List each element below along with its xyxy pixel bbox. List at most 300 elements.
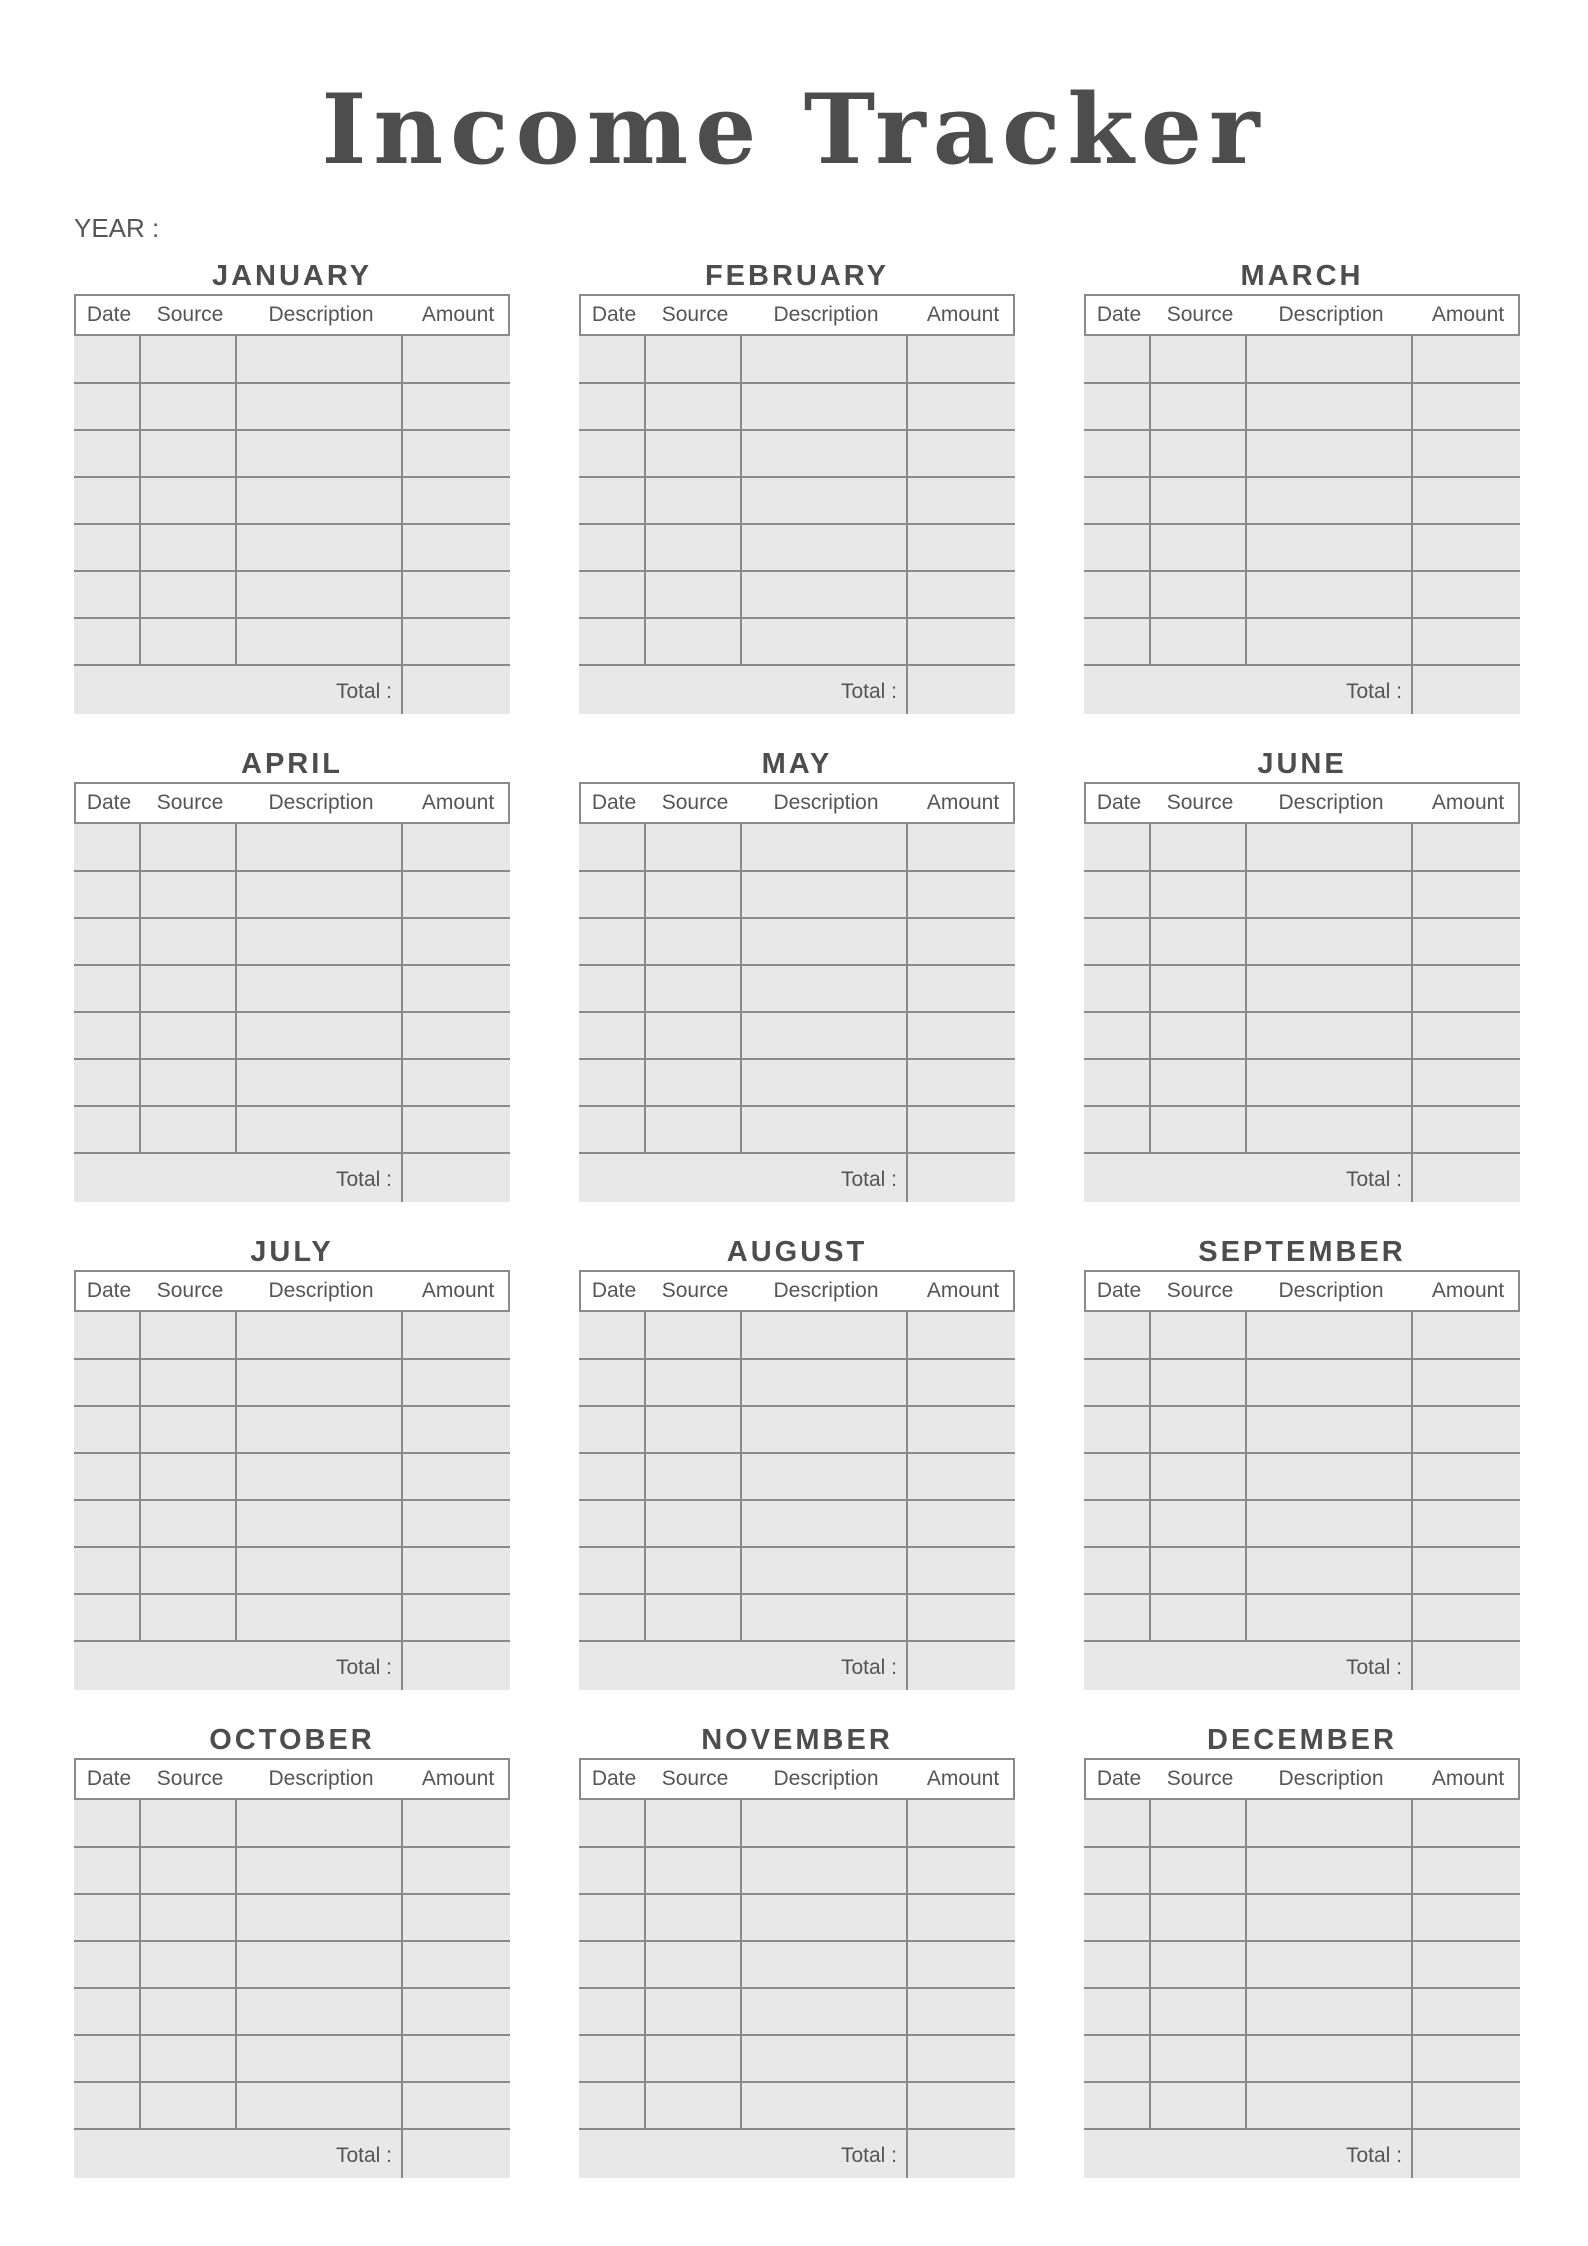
cell-amount[interactable]: [1412, 1106, 1520, 1153]
cell-source[interactable]: [140, 477, 236, 524]
cell-amount[interactable]: [1412, 871, 1520, 918]
cell-source[interactable]: [1150, 1941, 1246, 1988]
cell-source[interactable]: [1150, 1106, 1246, 1153]
cell-source[interactable]: [1150, 1012, 1246, 1059]
cell-source[interactable]: [1150, 336, 1246, 383]
cell-amount[interactable]: [402, 1800, 510, 1847]
cell-description[interactable]: [236, 918, 402, 965]
cell-description[interactable]: [236, 477, 402, 524]
cell-description[interactable]: [1246, 1800, 1412, 1847]
cell-source[interactable]: [140, 918, 236, 965]
cell-description[interactable]: [741, 383, 907, 430]
cell-amount[interactable]: [907, 1359, 1015, 1406]
cell-description[interactable]: [741, 1988, 907, 2035]
cell-description[interactable]: [741, 2035, 907, 2082]
cell-description[interactable]: [741, 1547, 907, 1594]
total-amount-cell[interactable]: [1412, 1157, 1520, 1202]
cell-date[interactable]: [579, 1941, 645, 1988]
cell-date[interactable]: [579, 571, 645, 618]
cell-source[interactable]: [1150, 918, 1246, 965]
cell-description[interactable]: [236, 1594, 402, 1641]
cell-amount[interactable]: [1412, 1800, 1520, 1847]
cell-source[interactable]: [645, 2082, 741, 2129]
total-amount-cell[interactable]: [907, 669, 1015, 714]
cell-date[interactable]: [74, 1059, 140, 1106]
cell-amount[interactable]: [1412, 1312, 1520, 1359]
cell-amount[interactable]: [402, 965, 510, 1012]
cell-amount[interactable]: [402, 618, 510, 665]
cell-amount[interactable]: [402, 430, 510, 477]
cell-description[interactable]: [741, 1500, 907, 1547]
cell-date[interactable]: [1084, 524, 1150, 571]
cell-source[interactable]: [140, 2035, 236, 2082]
cell-description[interactable]: [1246, 571, 1412, 618]
cell-source[interactable]: [645, 1059, 741, 1106]
cell-source[interactable]: [1150, 1894, 1246, 1941]
cell-source[interactable]: [1150, 571, 1246, 618]
cell-amount[interactable]: [1412, 524, 1520, 571]
cell-date[interactable]: [579, 1359, 645, 1406]
cell-date[interactable]: [1084, 1894, 1150, 1941]
cell-source[interactable]: [645, 618, 741, 665]
cell-date[interactable]: [74, 1012, 140, 1059]
cell-description[interactable]: [236, 1894, 402, 1941]
cell-date[interactable]: [74, 824, 140, 871]
cell-amount[interactable]: [907, 1988, 1015, 2035]
cell-source[interactable]: [645, 1359, 741, 1406]
cell-description[interactable]: [236, 1453, 402, 1500]
total-amount-cell[interactable]: [907, 1645, 1015, 1690]
cell-date[interactable]: [74, 1800, 140, 1847]
cell-source[interactable]: [140, 336, 236, 383]
total-amount-cell[interactable]: [402, 669, 510, 714]
cell-description[interactable]: [236, 824, 402, 871]
cell-description[interactable]: [1246, 1312, 1412, 1359]
cell-date[interactable]: [1084, 1847, 1150, 1894]
cell-description[interactable]: [236, 871, 402, 918]
cell-date[interactable]: [579, 965, 645, 1012]
cell-date[interactable]: [579, 1894, 645, 1941]
cell-amount[interactable]: [907, 1059, 1015, 1106]
cell-date[interactable]: [74, 383, 140, 430]
cell-description[interactable]: [236, 1847, 402, 1894]
cell-description[interactable]: [741, 571, 907, 618]
cell-source[interactable]: [1150, 1312, 1246, 1359]
cell-description[interactable]: [1246, 965, 1412, 1012]
total-amount-cell[interactable]: [402, 1645, 510, 1690]
cell-date[interactable]: [74, 1594, 140, 1641]
cell-amount[interactable]: [402, 2082, 510, 2129]
cell-amount[interactable]: [402, 1359, 510, 1406]
cell-amount[interactable]: [1412, 1894, 1520, 1941]
cell-source[interactable]: [140, 1894, 236, 1941]
total-amount-cell[interactable]: [402, 1157, 510, 1202]
cell-date[interactable]: [74, 524, 140, 571]
cell-source[interactable]: [140, 871, 236, 918]
cell-source[interactable]: [1150, 1359, 1246, 1406]
cell-source[interactable]: [1150, 1594, 1246, 1641]
cell-description[interactable]: [1246, 1500, 1412, 1547]
cell-date[interactable]: [1084, 1059, 1150, 1106]
cell-source[interactable]: [645, 1406, 741, 1453]
cell-date[interactable]: [1084, 1594, 1150, 1641]
cell-date[interactable]: [579, 1453, 645, 1500]
total-amount-cell[interactable]: [1412, 669, 1520, 714]
cell-amount[interactable]: [907, 1406, 1015, 1453]
cell-date[interactable]: [1084, 477, 1150, 524]
cell-description[interactable]: [741, 871, 907, 918]
cell-description[interactable]: [1246, 430, 1412, 477]
cell-source[interactable]: [140, 1847, 236, 1894]
cell-date[interactable]: [579, 824, 645, 871]
cell-amount[interactable]: [1412, 571, 1520, 618]
cell-amount[interactable]: [1412, 2035, 1520, 2082]
cell-description[interactable]: [236, 1941, 402, 1988]
cell-date[interactable]: [1084, 618, 1150, 665]
cell-description[interactable]: [741, 918, 907, 965]
cell-amount[interactable]: [907, 383, 1015, 430]
cell-description[interactable]: [1246, 1847, 1412, 1894]
cell-amount[interactable]: [1412, 1500, 1520, 1547]
cell-date[interactable]: [579, 383, 645, 430]
cell-amount[interactable]: [907, 618, 1015, 665]
cell-date[interactable]: [1084, 1941, 1150, 1988]
cell-date[interactable]: [1084, 871, 1150, 918]
cell-source[interactable]: [645, 1453, 741, 1500]
cell-source[interactable]: [1150, 1988, 1246, 2035]
cell-description[interactable]: [741, 1800, 907, 1847]
cell-date[interactable]: [74, 1359, 140, 1406]
cell-source[interactable]: [1150, 1547, 1246, 1594]
cell-date[interactable]: [579, 1059, 645, 1106]
cell-amount[interactable]: [907, 571, 1015, 618]
cell-source[interactable]: [140, 2082, 236, 2129]
cell-amount[interactable]: [402, 1012, 510, 1059]
cell-description[interactable]: [236, 524, 402, 571]
cell-description[interactable]: [741, 1312, 907, 1359]
cell-amount[interactable]: [402, 1547, 510, 1594]
cell-amount[interactable]: [402, 336, 510, 383]
cell-date[interactable]: [1084, 1547, 1150, 1594]
cell-date[interactable]: [74, 618, 140, 665]
cell-source[interactable]: [140, 824, 236, 871]
cell-amount[interactable]: [907, 918, 1015, 965]
cell-description[interactable]: [741, 1847, 907, 1894]
cell-description[interactable]: [236, 1800, 402, 1847]
cell-amount[interactable]: [1412, 1594, 1520, 1641]
cell-date[interactable]: [1084, 1500, 1150, 1547]
cell-amount[interactable]: [1412, 1847, 1520, 1894]
cell-amount[interactable]: [402, 824, 510, 871]
cell-date[interactable]: [1084, 571, 1150, 618]
cell-date[interactable]: [74, 1406, 140, 1453]
cell-amount[interactable]: [1412, 1406, 1520, 1453]
cell-source[interactable]: [645, 430, 741, 477]
cell-description[interactable]: [741, 1406, 907, 1453]
cell-date[interactable]: [74, 1106, 140, 1153]
cell-date[interactable]: [579, 1800, 645, 1847]
total-amount-cell[interactable]: [402, 2133, 510, 2178]
cell-description[interactable]: [1246, 2082, 1412, 2129]
cell-date[interactable]: [1084, 1106, 1150, 1153]
cell-date[interactable]: [74, 2035, 140, 2082]
cell-amount[interactable]: [1412, 1547, 1520, 1594]
cell-date[interactable]: [74, 2082, 140, 2129]
cell-amount[interactable]: [907, 477, 1015, 524]
cell-source[interactable]: [645, 571, 741, 618]
cell-source[interactable]: [140, 1359, 236, 1406]
cell-source[interactable]: [1150, 2035, 1246, 2082]
cell-amount[interactable]: [1412, 2082, 1520, 2129]
cell-date[interactable]: [579, 477, 645, 524]
cell-amount[interactable]: [907, 1894, 1015, 1941]
cell-date[interactable]: [74, 1894, 140, 1941]
cell-source[interactable]: [1150, 1453, 1246, 1500]
cell-description[interactable]: [1246, 824, 1412, 871]
cell-description[interactable]: [1246, 477, 1412, 524]
cell-date[interactable]: [1084, 1359, 1150, 1406]
cell-description[interactable]: [1246, 1988, 1412, 2035]
cell-source[interactable]: [1150, 1847, 1246, 1894]
cell-source[interactable]: [140, 1594, 236, 1641]
cell-source[interactable]: [140, 571, 236, 618]
cell-date[interactable]: [1084, 824, 1150, 871]
cell-source[interactable]: [1150, 2082, 1246, 2129]
cell-description[interactable]: [741, 1453, 907, 1500]
cell-date[interactable]: [1084, 1800, 1150, 1847]
cell-amount[interactable]: [907, 1453, 1015, 1500]
total-amount-cell[interactable]: [1412, 2133, 1520, 2178]
cell-source[interactable]: [140, 383, 236, 430]
cell-source[interactable]: [645, 1800, 741, 1847]
cell-source[interactable]: [140, 1500, 236, 1547]
cell-amount[interactable]: [907, 1106, 1015, 1153]
cell-description[interactable]: [236, 1988, 402, 2035]
cell-date[interactable]: [1084, 430, 1150, 477]
cell-amount[interactable]: [907, 430, 1015, 477]
cell-date[interactable]: [1084, 2035, 1150, 2082]
cell-description[interactable]: [236, 1312, 402, 1359]
cell-description[interactable]: [741, 430, 907, 477]
cell-date[interactable]: [74, 965, 140, 1012]
cell-amount[interactable]: [402, 1406, 510, 1453]
cell-amount[interactable]: [402, 1894, 510, 1941]
cell-amount[interactable]: [1412, 477, 1520, 524]
cell-amount[interactable]: [402, 1941, 510, 1988]
cell-amount[interactable]: [1412, 383, 1520, 430]
cell-date[interactable]: [579, 1988, 645, 2035]
cell-description[interactable]: [741, 1941, 907, 1988]
cell-date[interactable]: [1084, 965, 1150, 1012]
cell-amount[interactable]: [402, 1988, 510, 2035]
cell-date[interactable]: [579, 1312, 645, 1359]
cell-description[interactable]: [1246, 1059, 1412, 1106]
cell-description[interactable]: [741, 965, 907, 1012]
cell-amount[interactable]: [402, 383, 510, 430]
cell-description[interactable]: [1246, 1941, 1412, 1988]
cell-amount[interactable]: [1412, 1012, 1520, 1059]
cell-date[interactable]: [579, 1547, 645, 1594]
total-amount-cell[interactable]: [1412, 1645, 1520, 1690]
cell-source[interactable]: [140, 430, 236, 477]
cell-amount[interactable]: [907, 824, 1015, 871]
cell-description[interactable]: [741, 824, 907, 871]
cell-source[interactable]: [645, 1894, 741, 1941]
total-amount-cell[interactable]: [907, 1157, 1015, 1202]
cell-source[interactable]: [645, 524, 741, 571]
cell-source[interactable]: [645, 1012, 741, 1059]
cell-description[interactable]: [741, 618, 907, 665]
cell-amount[interactable]: [907, 1941, 1015, 1988]
cell-source[interactable]: [1150, 965, 1246, 1012]
cell-description[interactable]: [236, 1547, 402, 1594]
cell-source[interactable]: [1150, 524, 1246, 571]
cell-source[interactable]: [140, 1312, 236, 1359]
cell-date[interactable]: [1084, 1312, 1150, 1359]
cell-date[interactable]: [579, 1594, 645, 1641]
cell-amount[interactable]: [1412, 1359, 1520, 1406]
cell-source[interactable]: [1150, 1059, 1246, 1106]
cell-source[interactable]: [140, 1106, 236, 1153]
cell-date[interactable]: [74, 1312, 140, 1359]
cell-date[interactable]: [1084, 2082, 1150, 2129]
cell-amount[interactable]: [1412, 824, 1520, 871]
cell-date[interactable]: [579, 524, 645, 571]
cell-date[interactable]: [74, 918, 140, 965]
cell-date[interactable]: [74, 336, 140, 383]
cell-source[interactable]: [645, 1547, 741, 1594]
cell-amount[interactable]: [1412, 336, 1520, 383]
cell-date[interactable]: [74, 1941, 140, 1988]
cell-amount[interactable]: [907, 1312, 1015, 1359]
cell-amount[interactable]: [402, 1500, 510, 1547]
cell-amount[interactable]: [1412, 1453, 1520, 1500]
cell-amount[interactable]: [402, 1453, 510, 1500]
cell-source[interactable]: [1150, 1800, 1246, 1847]
cell-source[interactable]: [1150, 477, 1246, 524]
cell-source[interactable]: [645, 965, 741, 1012]
cell-description[interactable]: [236, 618, 402, 665]
cell-description[interactable]: [741, 524, 907, 571]
cell-amount[interactable]: [1412, 918, 1520, 965]
cell-description[interactable]: [1246, 1894, 1412, 1941]
cell-date[interactable]: [1084, 1012, 1150, 1059]
cell-date[interactable]: [1084, 383, 1150, 430]
cell-date[interactable]: [74, 1847, 140, 1894]
cell-source[interactable]: [645, 1941, 741, 1988]
cell-description[interactable]: [741, 2082, 907, 2129]
cell-source[interactable]: [645, 824, 741, 871]
cell-description[interactable]: [1246, 524, 1412, 571]
cell-source[interactable]: [645, 1106, 741, 1153]
cell-amount[interactable]: [402, 1312, 510, 1359]
cell-amount[interactable]: [1412, 618, 1520, 665]
cell-date[interactable]: [1084, 918, 1150, 965]
cell-amount[interactable]: [1412, 430, 1520, 477]
cell-description[interactable]: [236, 1012, 402, 1059]
cell-description[interactable]: [236, 1359, 402, 1406]
cell-description[interactable]: [236, 571, 402, 618]
cell-amount[interactable]: [1412, 1059, 1520, 1106]
cell-source[interactable]: [1150, 618, 1246, 665]
cell-amount[interactable]: [402, 524, 510, 571]
cell-date[interactable]: [74, 430, 140, 477]
cell-source[interactable]: [645, 1594, 741, 1641]
cell-date[interactable]: [579, 1012, 645, 1059]
cell-amount[interactable]: [1412, 1941, 1520, 1988]
cell-amount[interactable]: [907, 1800, 1015, 1847]
cell-source[interactable]: [645, 383, 741, 430]
cell-description[interactable]: [236, 336, 402, 383]
cell-description[interactable]: [1246, 1012, 1412, 1059]
cell-amount[interactable]: [402, 1847, 510, 1894]
cell-description[interactable]: [741, 1106, 907, 1153]
cell-amount[interactable]: [402, 2035, 510, 2082]
cell-date[interactable]: [579, 871, 645, 918]
cell-description[interactable]: [1246, 1547, 1412, 1594]
cell-description[interactable]: [1246, 618, 1412, 665]
cell-amount[interactable]: [907, 1847, 1015, 1894]
cell-source[interactable]: [645, 1847, 741, 1894]
cell-description[interactable]: [236, 2035, 402, 2082]
cell-amount[interactable]: [907, 871, 1015, 918]
cell-source[interactable]: [140, 1453, 236, 1500]
cell-source[interactable]: [140, 1406, 236, 1453]
cell-description[interactable]: [236, 1106, 402, 1153]
cell-description[interactable]: [236, 965, 402, 1012]
cell-source[interactable]: [140, 1941, 236, 1988]
cell-amount[interactable]: [402, 871, 510, 918]
cell-description[interactable]: [741, 1012, 907, 1059]
cell-amount[interactable]: [907, 965, 1015, 1012]
cell-amount[interactable]: [402, 1106, 510, 1153]
cell-source[interactable]: [140, 1547, 236, 1594]
cell-source[interactable]: [140, 1988, 236, 2035]
cell-description[interactable]: [236, 1406, 402, 1453]
cell-description[interactable]: [236, 430, 402, 477]
cell-date[interactable]: [579, 1406, 645, 1453]
cell-description[interactable]: [236, 383, 402, 430]
cell-description[interactable]: [1246, 918, 1412, 965]
cell-amount[interactable]: [402, 918, 510, 965]
cell-description[interactable]: [1246, 1106, 1412, 1153]
cell-date[interactable]: [74, 1988, 140, 2035]
cell-source[interactable]: [140, 1059, 236, 1106]
cell-date[interactable]: [1084, 1406, 1150, 1453]
total-amount-cell[interactable]: [907, 2133, 1015, 2178]
cell-source[interactable]: [140, 965, 236, 1012]
cell-date[interactable]: [74, 571, 140, 618]
cell-description[interactable]: [1246, 383, 1412, 430]
cell-amount[interactable]: [907, 1500, 1015, 1547]
cell-source[interactable]: [1150, 824, 1246, 871]
cell-source[interactable]: [1150, 1406, 1246, 1453]
cell-source[interactable]: [140, 524, 236, 571]
cell-description[interactable]: [236, 1500, 402, 1547]
cell-source[interactable]: [1150, 1500, 1246, 1547]
cell-description[interactable]: [1246, 1594, 1412, 1641]
cell-source[interactable]: [645, 871, 741, 918]
cell-description[interactable]: [741, 336, 907, 383]
cell-description[interactable]: [236, 2082, 402, 2129]
cell-amount[interactable]: [907, 336, 1015, 383]
cell-source[interactable]: [645, 1988, 741, 2035]
cell-source[interactable]: [645, 1500, 741, 1547]
cell-date[interactable]: [74, 477, 140, 524]
cell-source[interactable]: [645, 2035, 741, 2082]
cell-source[interactable]: [645, 336, 741, 383]
cell-description[interactable]: [1246, 2035, 1412, 2082]
